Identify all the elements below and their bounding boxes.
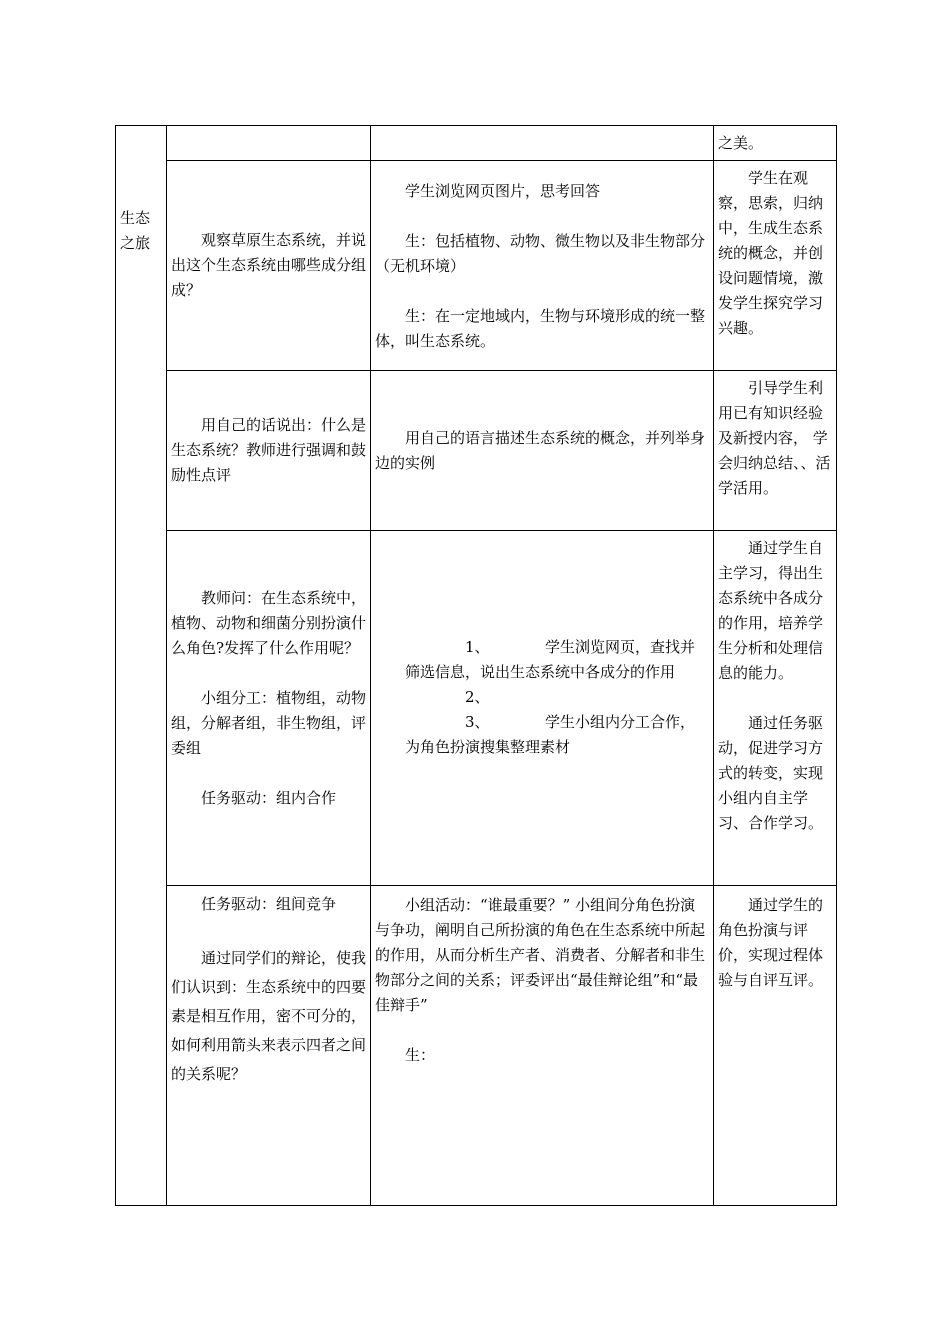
intent-cell [714,531,837,886]
list-number: 3、 [465,713,490,731]
stage-cell [116,126,167,1206]
teacher-text: 教师问：在生态系统中，植物、动物和细菌分别扮演什么角色?发挥了什么作用呢？ [171,589,367,657]
intent-text: 之美。 [718,134,764,152]
teacher-text: 小组分工：植物组，动物组，分解者组，非生物组，评委组 [171,689,367,757]
student-text: 学生浏览网页，查找并筛选信息，说出生态系统中各成分的作用 [405,638,696,681]
table-row [116,161,837,371]
student-text: 生：在一定地域内，生物与环境形成的统一整体，叫生态系统。 [375,307,706,350]
teacher-cell [167,531,371,886]
student-cell [371,161,714,371]
student-text: 用自己的语言描述生态系统的概念，并列举身边的实例 [375,428,706,472]
intent-text: 通过学生自主学习，得出生态系统中各成分的作用，培养学生分析和处理信息的能力。 [718,539,824,682]
student-cell [371,371,714,531]
stage-label: 生态之旅 [120,209,151,252]
intent-cell [714,886,837,1206]
student-cell [371,126,714,161]
intent-cell [714,126,837,161]
student-list-item [405,635,709,685]
student-cell [371,531,714,886]
teacher-text: 任务驱动：组内合作 [201,789,337,807]
student-text: 生： [405,1046,436,1064]
teacher-cell [167,126,371,161]
intent-text: 学生在观察，思索，归纳中，生成生态系统的概念，并创设问题情境，激发学生探究学习兴趣。 [718,169,824,337]
intent-cell [714,371,837,531]
table-row [116,371,837,531]
student-text: 学生小组内分工合作，为角色扮演搜集整理素材 [405,713,696,756]
student-text: 学生浏览网页图片，思考回答 [405,182,601,200]
teacher-text: 任务驱动：组间竞争 [201,895,337,913]
lesson-plan-table [115,125,837,1206]
teacher-text: 通过同学们的辩论，使我们认识到：生态系统中的四要素是相互作用，密不可分的，如何利用箭头来表示四者之间的关系呢？ [171,949,367,1083]
teacher-text: 用自己的话说出：什么是生态系统？教师进行强调和鼓励性点评 [171,416,367,484]
intent-cell [714,161,837,371]
teacher-cell [167,371,371,531]
intent-text: 通过学生的角色扮演与评价，实现过程体验与自评互评。 [718,896,824,989]
student-list-item [405,685,709,710]
student-list-item [405,710,709,760]
student-text: 小组活动：“谁最重要？” 小组间分角色扮演与争功，阐明自己所扮演的角色在生态系统中所起的作用，从而分析生产者、消费者、分解者和非生物部分之间的关系；评委评出“最佳辩论组”和“最佳辩手” [375,896,706,1014]
table-row [116,886,837,1206]
intent-text: 引导学生利用已有知识经验及新授内容， 学会归纳总结、、活学活用。 [718,379,831,497]
list-number: 1、 [465,638,490,656]
table-row [116,126,837,161]
intent-text: 通过任务驱动，促进学习方式的转变，实现小组内自主学习、合作学习。 [718,714,824,832]
teacher-cell [167,886,371,1206]
student-text: 生：包括植物、动物、微生物以及非生物部分（无机环境） [375,232,706,275]
teacher-cell [167,161,371,371]
teacher-text: 观察草原生态系统，并说出这个生态系统由哪些成分组成？ [171,231,367,299]
student-cell [371,886,714,1206]
list-number: 2、 [465,688,490,706]
table-row [116,531,837,886]
